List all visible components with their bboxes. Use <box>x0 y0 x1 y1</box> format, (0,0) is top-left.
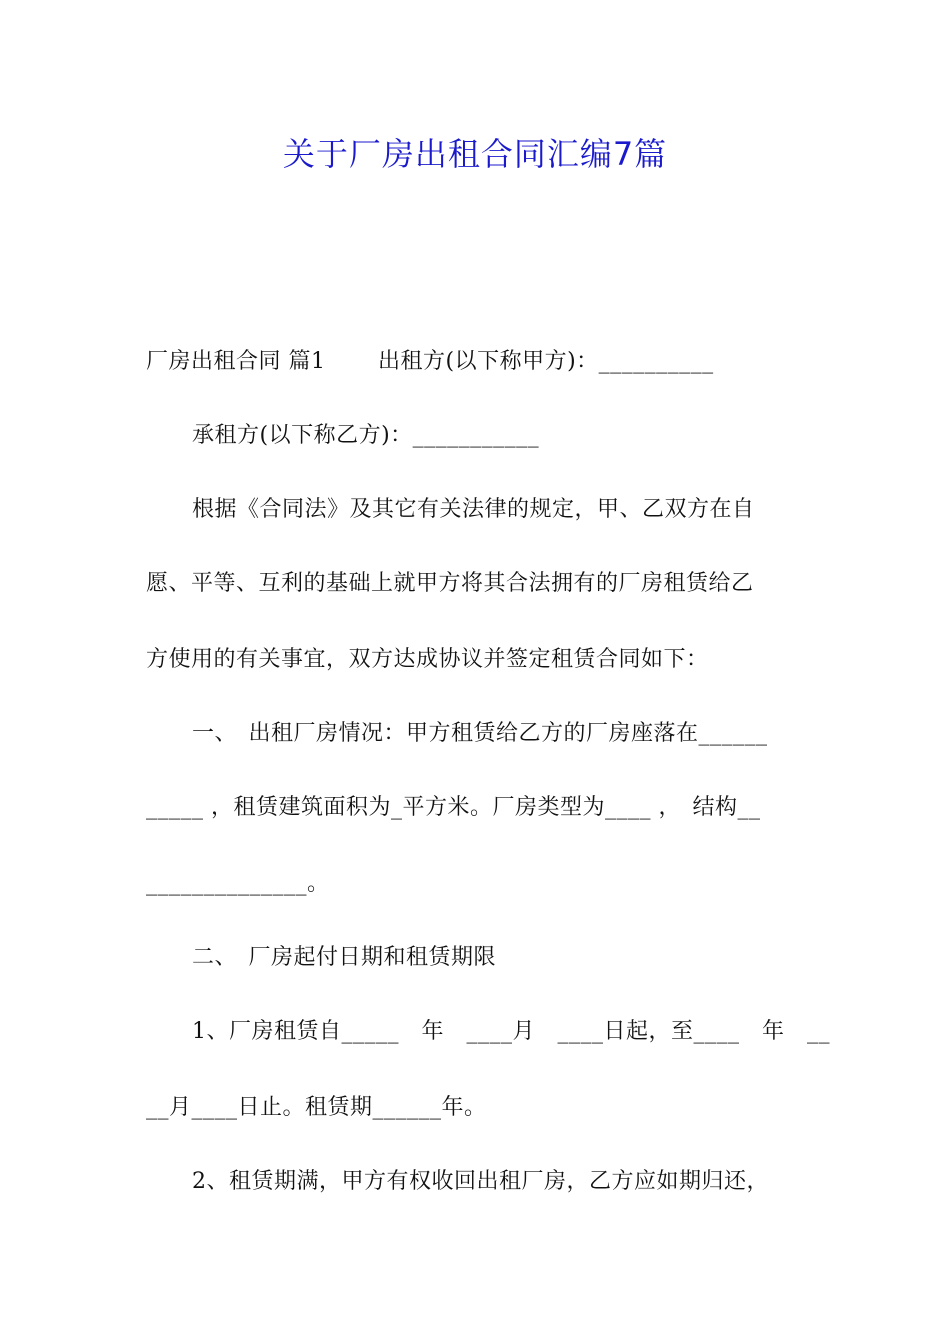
paragraph-line: 愿、平等、互利的基础上就甲方将其合法拥有的厂房租赁给乙 <box>146 571 754 596</box>
paragraph-line: 一、 出租厂房情况：甲方租赁给乙方的厂房座落在______ <box>192 721 768 746</box>
paragraph-line: 厂房出租合同 篇1 出租方(以下称甲方)：__________ <box>146 349 714 374</box>
paragraph-line: __月____日止。租赁期______年。 <box>146 1095 487 1120</box>
paragraph-line: 承租方(以下称乙方)：___________ <box>192 423 540 448</box>
paragraph-line: 根据《合同法》及其它有关法律的规定，甲、乙双方在自 <box>192 497 755 522</box>
paragraph-line: ______________。 <box>146 871 330 896</box>
paragraph-line: 1、厂房租赁自_____ 年 ____月 ____日起，至____ 年 __ <box>192 1019 830 1044</box>
document-title: 关于厂房出租合同汇编7篇 <box>282 135 668 173</box>
paragraph-line: _____ ，租赁建筑面积为_平方米。厂房类型为____ ， 结构__ <box>146 795 761 820</box>
paragraph-line: 方使用的有关事宜，双方达成协议并签定租赁合同如下： <box>146 647 709 672</box>
paragraph-line: 2、租赁期满，甲方有权收回出租厂房，乙方应如期归还， <box>192 1169 769 1194</box>
paragraph-line: 二、 厂房起付日期和租赁期限 <box>192 945 497 970</box>
